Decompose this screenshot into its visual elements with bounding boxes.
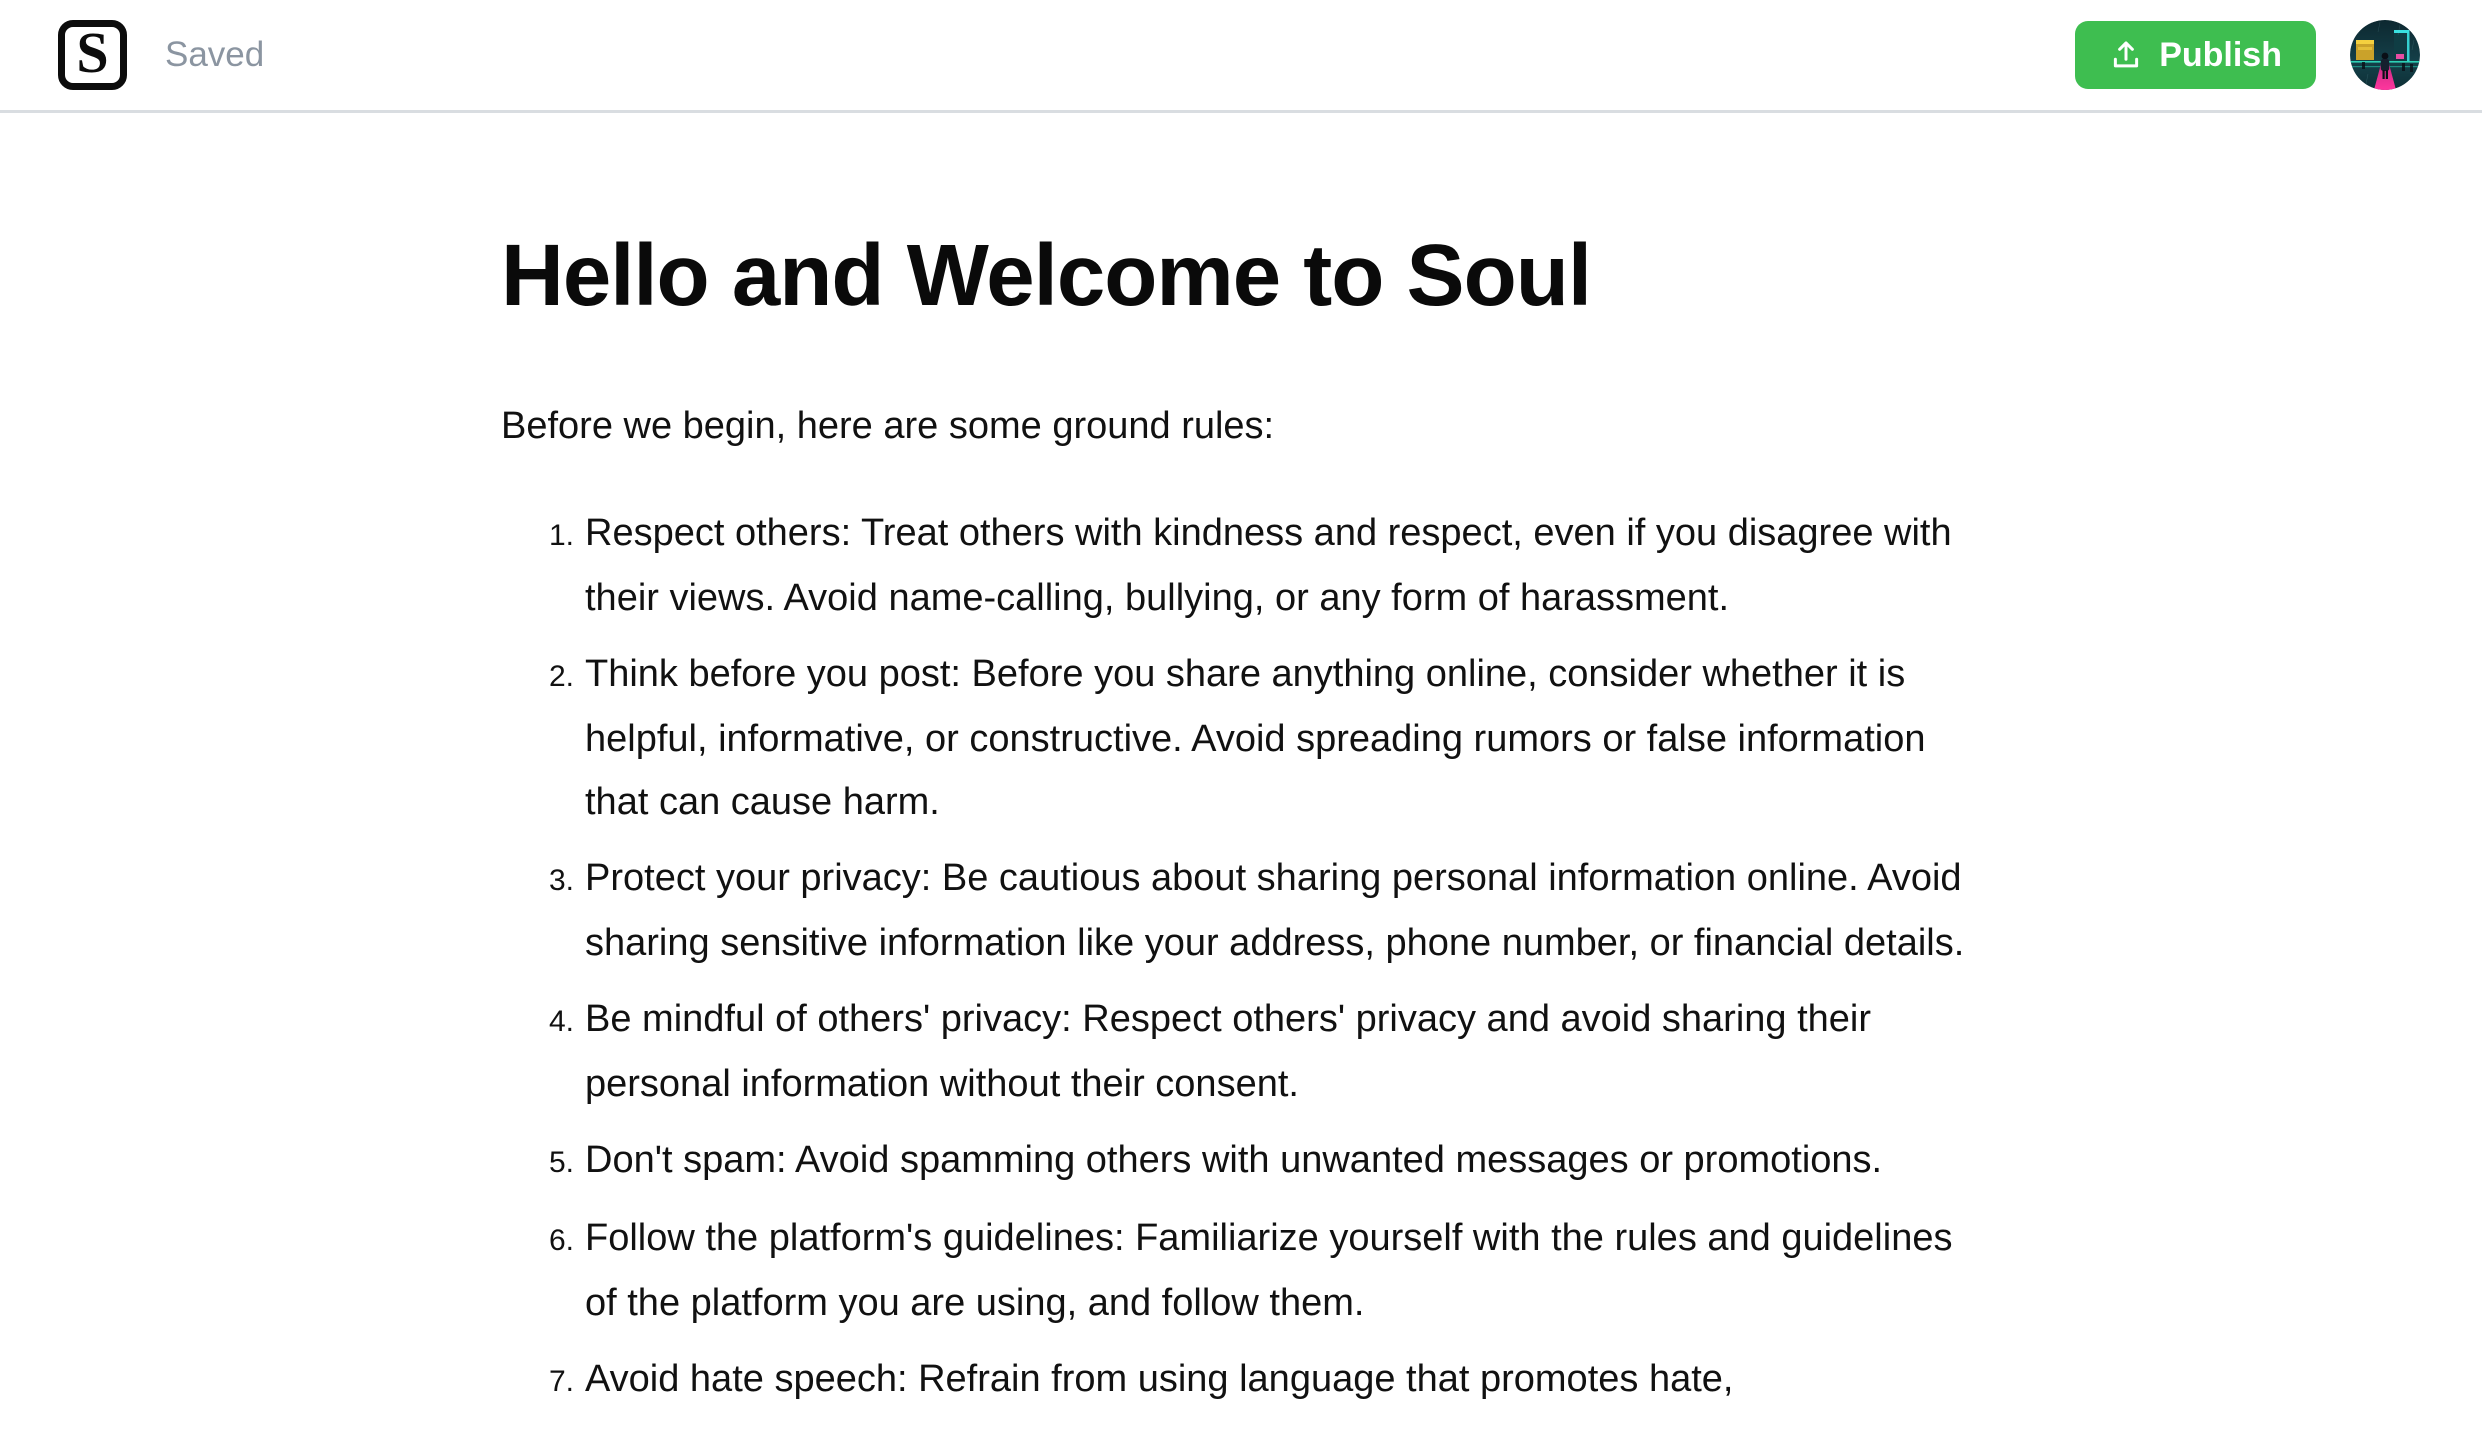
upload-icon bbox=[2109, 38, 2143, 72]
rule-item-4[interactable] bbox=[501, 988, 1981, 1116]
rule-text: Don't spam: Avoid spamming others with unwanted messages or promotions. bbox=[585, 1139, 1883, 1181]
rules-list bbox=[501, 502, 1981, 1413]
rule-number: 1. bbox=[548, 519, 574, 552]
rule-text: Respect others: Treat others with kindness and respect, even if you disagree with their views. Avoid name-calling, bullying, or any form of harassment. bbox=[585, 512, 1952, 619]
publish-button[interactable] bbox=[2075, 21, 2316, 89]
rule-number: 3. bbox=[548, 864, 574, 897]
rule-text: Think before you post: Before you share anything online, consider whether it is helpful, informative, or constructive. Avoid spreading rumors or false information that can cause harm. bbox=[585, 653, 1926, 823]
rule-item-2[interactable] bbox=[501, 643, 1981, 834]
rule-item-1[interactable] bbox=[501, 502, 1981, 630]
rule-text: Be mindful of others' privacy: Respect others' privacy and avoid sharing their personal information without their consent. bbox=[585, 998, 1872, 1105]
post-title[interactable]: Hello and Welcome to Soul bbox=[501, 227, 1592, 324]
rule-item-6[interactable] bbox=[501, 1207, 1981, 1335]
rule-text: Protect your privacy: Be cautious about sharing personal information online. Avoid sharing sensitive information like your address, phone number, or financial details. bbox=[585, 857, 1965, 964]
editor-canvas bbox=[501, 113, 1981, 1413]
intro-paragraph[interactable]: Before we begin, here are some ground rules: bbox=[501, 405, 1275, 447]
avatar-image bbox=[2350, 20, 2420, 90]
rule-number: 6. bbox=[548, 1224, 574, 1257]
rule-item-3[interactable] bbox=[501, 847, 1981, 975]
rule-item-5[interactable] bbox=[501, 1129, 1981, 1194]
publish-label: Publish bbox=[2159, 35, 2282, 74]
rule-text: Follow the platform's guidelines: Familiarize yourself with the rules and guidelines of the platform you are using, and follow them. bbox=[585, 1217, 1953, 1324]
logo-letter: S bbox=[76, 20, 109, 85]
top-bar bbox=[0, 0, 2482, 113]
rule-number: 7. bbox=[548, 1365, 574, 1398]
save-status: Saved bbox=[165, 35, 265, 74]
rule-item-7[interactable] bbox=[501, 1348, 1981, 1413]
rule-number: 2. bbox=[548, 660, 574, 693]
rule-text: Avoid hate speech: Refrain from using language that promotes hate, bbox=[585, 1358, 1734, 1400]
rule-number: 5. bbox=[548, 1146, 574, 1179]
avatar[interactable] bbox=[2350, 20, 2420, 90]
rule-number: 4. bbox=[548, 1005, 574, 1038]
app-logo[interactable] bbox=[58, 20, 127, 90]
